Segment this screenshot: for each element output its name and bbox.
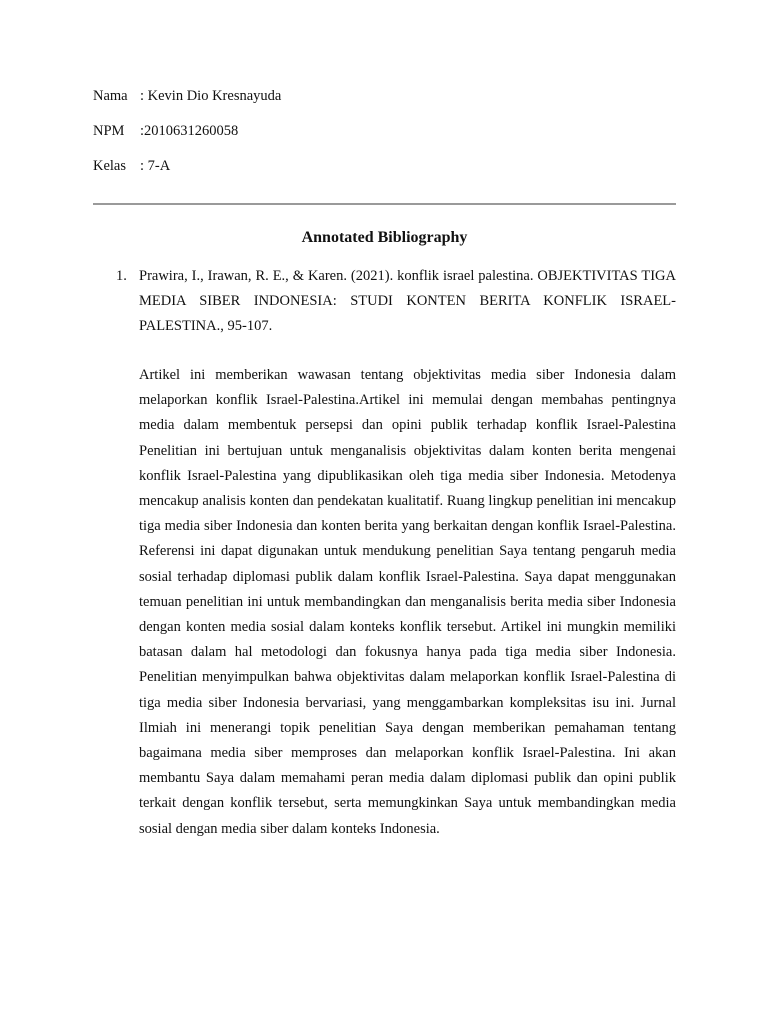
- horizontal-divider: [93, 203, 676, 205]
- entry-annotation: Artikel ini memberikan wawasan tentang objektivitas media siber Indonesia dalam melaporkan konflik Israel-Palestina.Artikel ini memulai dengan membahas pentingnya media dalam membentuk persepsi dan opini publik terhadap konflik Israel-Palestina Penelitian ini bertujuan untuk menganalisis objektivitas dalam konten berita mengenai konflik Israel-Palestina yang dipublikasikan oleh tiga media siber Indonesia. Metodenya mencakup analisis konten dan pendekatan kualitatif. Ruang lingkup penelitian ini mencakup tiga media siber Indonesia dan konten berita yang berkaitan dengan konflik Israel-Palestina. Referensi ini dapat digunakan untuk mendukung penelitian Saya tentang pengaruh media sosial terhadap diplomasi publik dalam konflik Israel-Palestina. Saya dapat menggunakan temuan penelitian ini untuk membandingkan dan menganalisis berita media siber Indonesia dengan konten media sosial dalam konteks konflik tersebut. Artikel ini mungkin memiliki batasan dalam hal metodologi dan fokusnya hanya pada tiga media siber Indonesia. Penelitian menyimpulkan bahwa objektivitas dalam melaporkan konflik Israel-Palestina di tiga media siber Indonesia bervariasi, yang menggambarkan kompleksitas isu ini. Jurnal Ilmiah ini menerangi topik penelitian Saya dengan memberikan pemahaman tentang bagaimana media siber memproses dan melaporkan konflik Israel-Palestina. Ini akan membantu Saya dalam memahami peran media dalam diplomasi publik dan opini publik terkait dengan konflik tersebut, serta memungkinkan Saya untuk membandingkan media sosial dengan media siber dalam konteks Indonesia.: [139, 367, 676, 837]
- name-label: Nama: [93, 88, 128, 104]
- entry-number: 1.: [116, 268, 127, 284]
- student-class-row: [93, 156, 170, 176]
- class-label: Kelas: [93, 158, 127, 174]
- student-name-row: [93, 86, 281, 106]
- npm-label: NPM: [93, 123, 125, 139]
- class-value: : 7-A: [140, 158, 171, 174]
- student-npm-row: [93, 121, 238, 141]
- name-value: : Kevin Dio Kresnayuda: [140, 88, 282, 104]
- entry-citation: Prawira, I., Irawan, R. E., & Karen. (2021). konflik israel palestina. OBJEKTIVITAS TIGA MEDIA SIBER INDONESIA: STUDI KONTEN BERITA KONFLIK ISRAEL-PALESTINA., 95-107.: [139, 268, 676, 334]
- npm-value: :2010631260058: [140, 123, 239, 139]
- document-title: Annotated Bibliography: [301, 229, 468, 246]
